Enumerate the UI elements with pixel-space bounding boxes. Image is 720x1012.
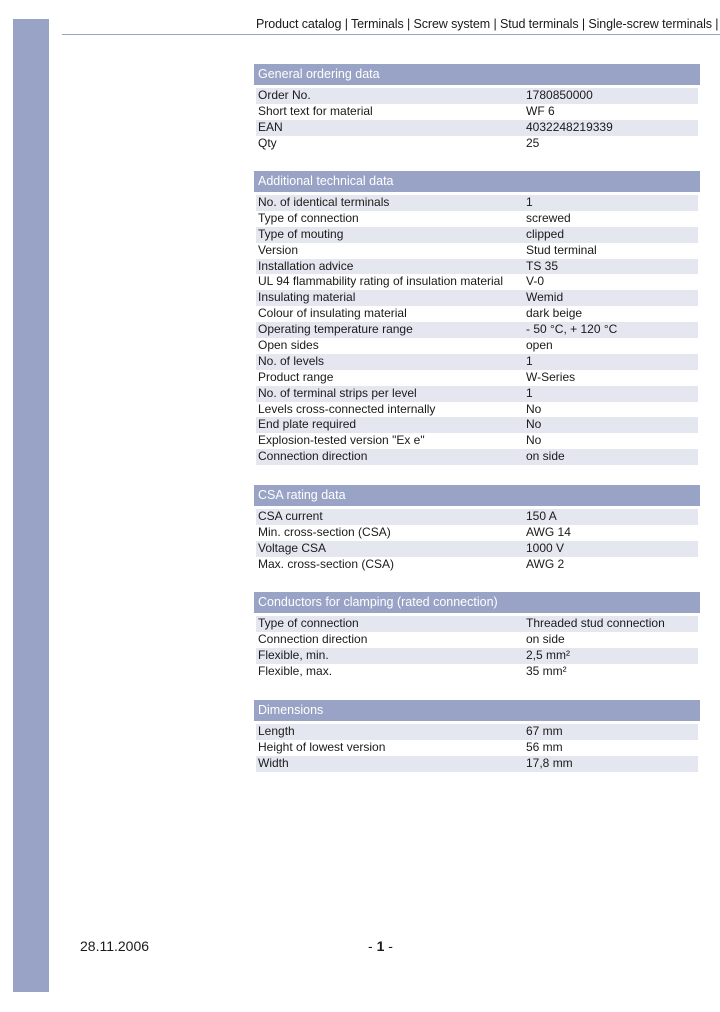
row-label: UL 94 flammability rating of insulation material (258, 274, 503, 289)
table-row (256, 724, 698, 740)
row-value: open (526, 338, 553, 353)
table-row (256, 525, 698, 541)
row-value: dark beige (526, 306, 583, 321)
row-value: Threaded stud connection (526, 616, 665, 630)
table-row (256, 338, 698, 354)
table-row (256, 243, 698, 259)
row-label: Flexible, min. (258, 647, 329, 662)
row-value: Stud terminal (526, 242, 597, 257)
row-value: on side (526, 449, 565, 464)
table-row (256, 402, 698, 418)
row-label: Connection direction (258, 631, 368, 646)
header-divider (62, 34, 720, 35)
row-value: V-0 (526, 274, 545, 289)
row-value: 17,8 mm (526, 755, 573, 770)
section-header: CSA rating data (254, 485, 700, 506)
row-label: No. of levels (258, 353, 325, 368)
table-row (256, 354, 698, 370)
table-row (256, 227, 698, 243)
row-value: clipped (526, 226, 565, 241)
row-label: Length (258, 724, 295, 738)
row-label: EAN (258, 119, 283, 134)
row-value: 67 mm (526, 724, 563, 738)
row-label: Levels cross-connected internally (258, 401, 436, 416)
row-label: Installation advice (258, 258, 354, 273)
table-row (256, 433, 698, 449)
row-label: Product range (258, 369, 334, 384)
row-label: Connection direction (258, 449, 368, 464)
row-label: Explosion-tested version "Ex e" (258, 433, 425, 448)
table-row (256, 136, 698, 152)
row-value: screwed (526, 210, 571, 225)
page-suffix: - (384, 938, 393, 954)
row-value: No (526, 433, 542, 448)
table-row (256, 370, 698, 386)
row-value: 1 (526, 195, 533, 209)
row-label: Height of lowest version (258, 739, 386, 754)
section-general-ordering-data (254, 64, 700, 152)
row-label: Operating temperature range (258, 322, 413, 337)
row-value: 1 (526, 385, 533, 400)
row-label: Version (258, 242, 299, 257)
table-row (256, 195, 698, 211)
table-row (256, 290, 698, 306)
row-label: Type of mouting (258, 226, 344, 241)
table-row (256, 509, 698, 525)
row-value: - 50 °C, + 120 °C (526, 322, 618, 337)
row-label: End plate required (258, 417, 357, 432)
table-row (256, 632, 698, 648)
table-row (256, 88, 698, 104)
row-value: 35 mm² (526, 663, 567, 678)
page-number: 1 (376, 938, 385, 954)
table-row (256, 120, 698, 136)
table-row (256, 664, 698, 680)
row-value: on side (526, 631, 565, 646)
table-row (256, 259, 698, 275)
row-label: CSA current (258, 509, 323, 523)
row-value: TS 35 (526, 258, 559, 273)
table-row (256, 648, 698, 664)
row-label: Type of connection (258, 616, 359, 630)
table-row (256, 104, 698, 120)
row-value: No (526, 417, 542, 432)
table-row (256, 322, 698, 338)
section-additional-technical-data (254, 171, 700, 465)
row-label: No. of identical terminals (258, 195, 390, 209)
row-label: Qty (258, 135, 277, 150)
row-value: 56 mm (526, 739, 563, 754)
section-dimensions (254, 700, 700, 772)
row-value: 25 (526, 135, 540, 150)
row-value: 1780850000 (526, 88, 593, 102)
row-value: Wemid (526, 290, 564, 305)
row-value: 4032248219339 (526, 119, 613, 134)
breadcrumb: Product catalog | Terminals | Screw system | Stud terminals | Single-screw terminals | (256, 17, 719, 31)
row-label: Voltage CSA (258, 540, 327, 555)
row-value: W-Series (526, 369, 576, 384)
row-label: Short text for material (258, 103, 373, 118)
row-value: AWG 14 (526, 524, 571, 539)
table-row (256, 211, 698, 227)
row-value: 150 A (526, 509, 557, 523)
footer-page-number (368, 938, 393, 954)
section-header: Conductors for clamping (rated connection) (254, 592, 700, 613)
row-value: No (526, 401, 542, 416)
table-row (256, 541, 698, 557)
table-row (256, 616, 698, 632)
row-label: No. of terminal strips per level (258, 385, 417, 400)
row-label: Insulating material (258, 290, 356, 305)
section-header: General ordering data (254, 64, 700, 85)
row-label: Min. cross-section (CSA) (258, 524, 391, 539)
row-label: Open sides (258, 338, 319, 353)
footer-date: 28.11.2006 (80, 938, 150, 954)
table-row (256, 274, 698, 290)
row-value: 1 (526, 353, 533, 368)
section-header: Additional technical data (254, 171, 700, 192)
row-label: Width (258, 755, 289, 770)
table-row (256, 756, 698, 772)
section-conductors-for-clamping (254, 592, 700, 680)
section-header: Dimensions (254, 700, 700, 721)
row-label: Flexible, max. (258, 663, 333, 678)
row-label: Colour of insulating material (258, 306, 407, 321)
table-row (256, 740, 698, 756)
table-row (256, 306, 698, 322)
row-label: Order No. (258, 88, 311, 102)
table-row (256, 386, 698, 402)
page-prefix: - (368, 938, 377, 954)
table-row (256, 557, 698, 573)
table-row (256, 449, 698, 465)
section-csa-rating-data (254, 485, 700, 573)
row-label: Max. cross-section (CSA) (258, 556, 395, 571)
row-value: 2,5 mm² (526, 647, 571, 662)
row-value: 1000 V (526, 540, 565, 555)
table-row (256, 417, 698, 433)
row-label: Type of connection (258, 210, 359, 225)
left-accent-bar (13, 19, 49, 992)
row-value: WF 6 (526, 103, 555, 118)
row-value: AWG 2 (526, 556, 565, 571)
